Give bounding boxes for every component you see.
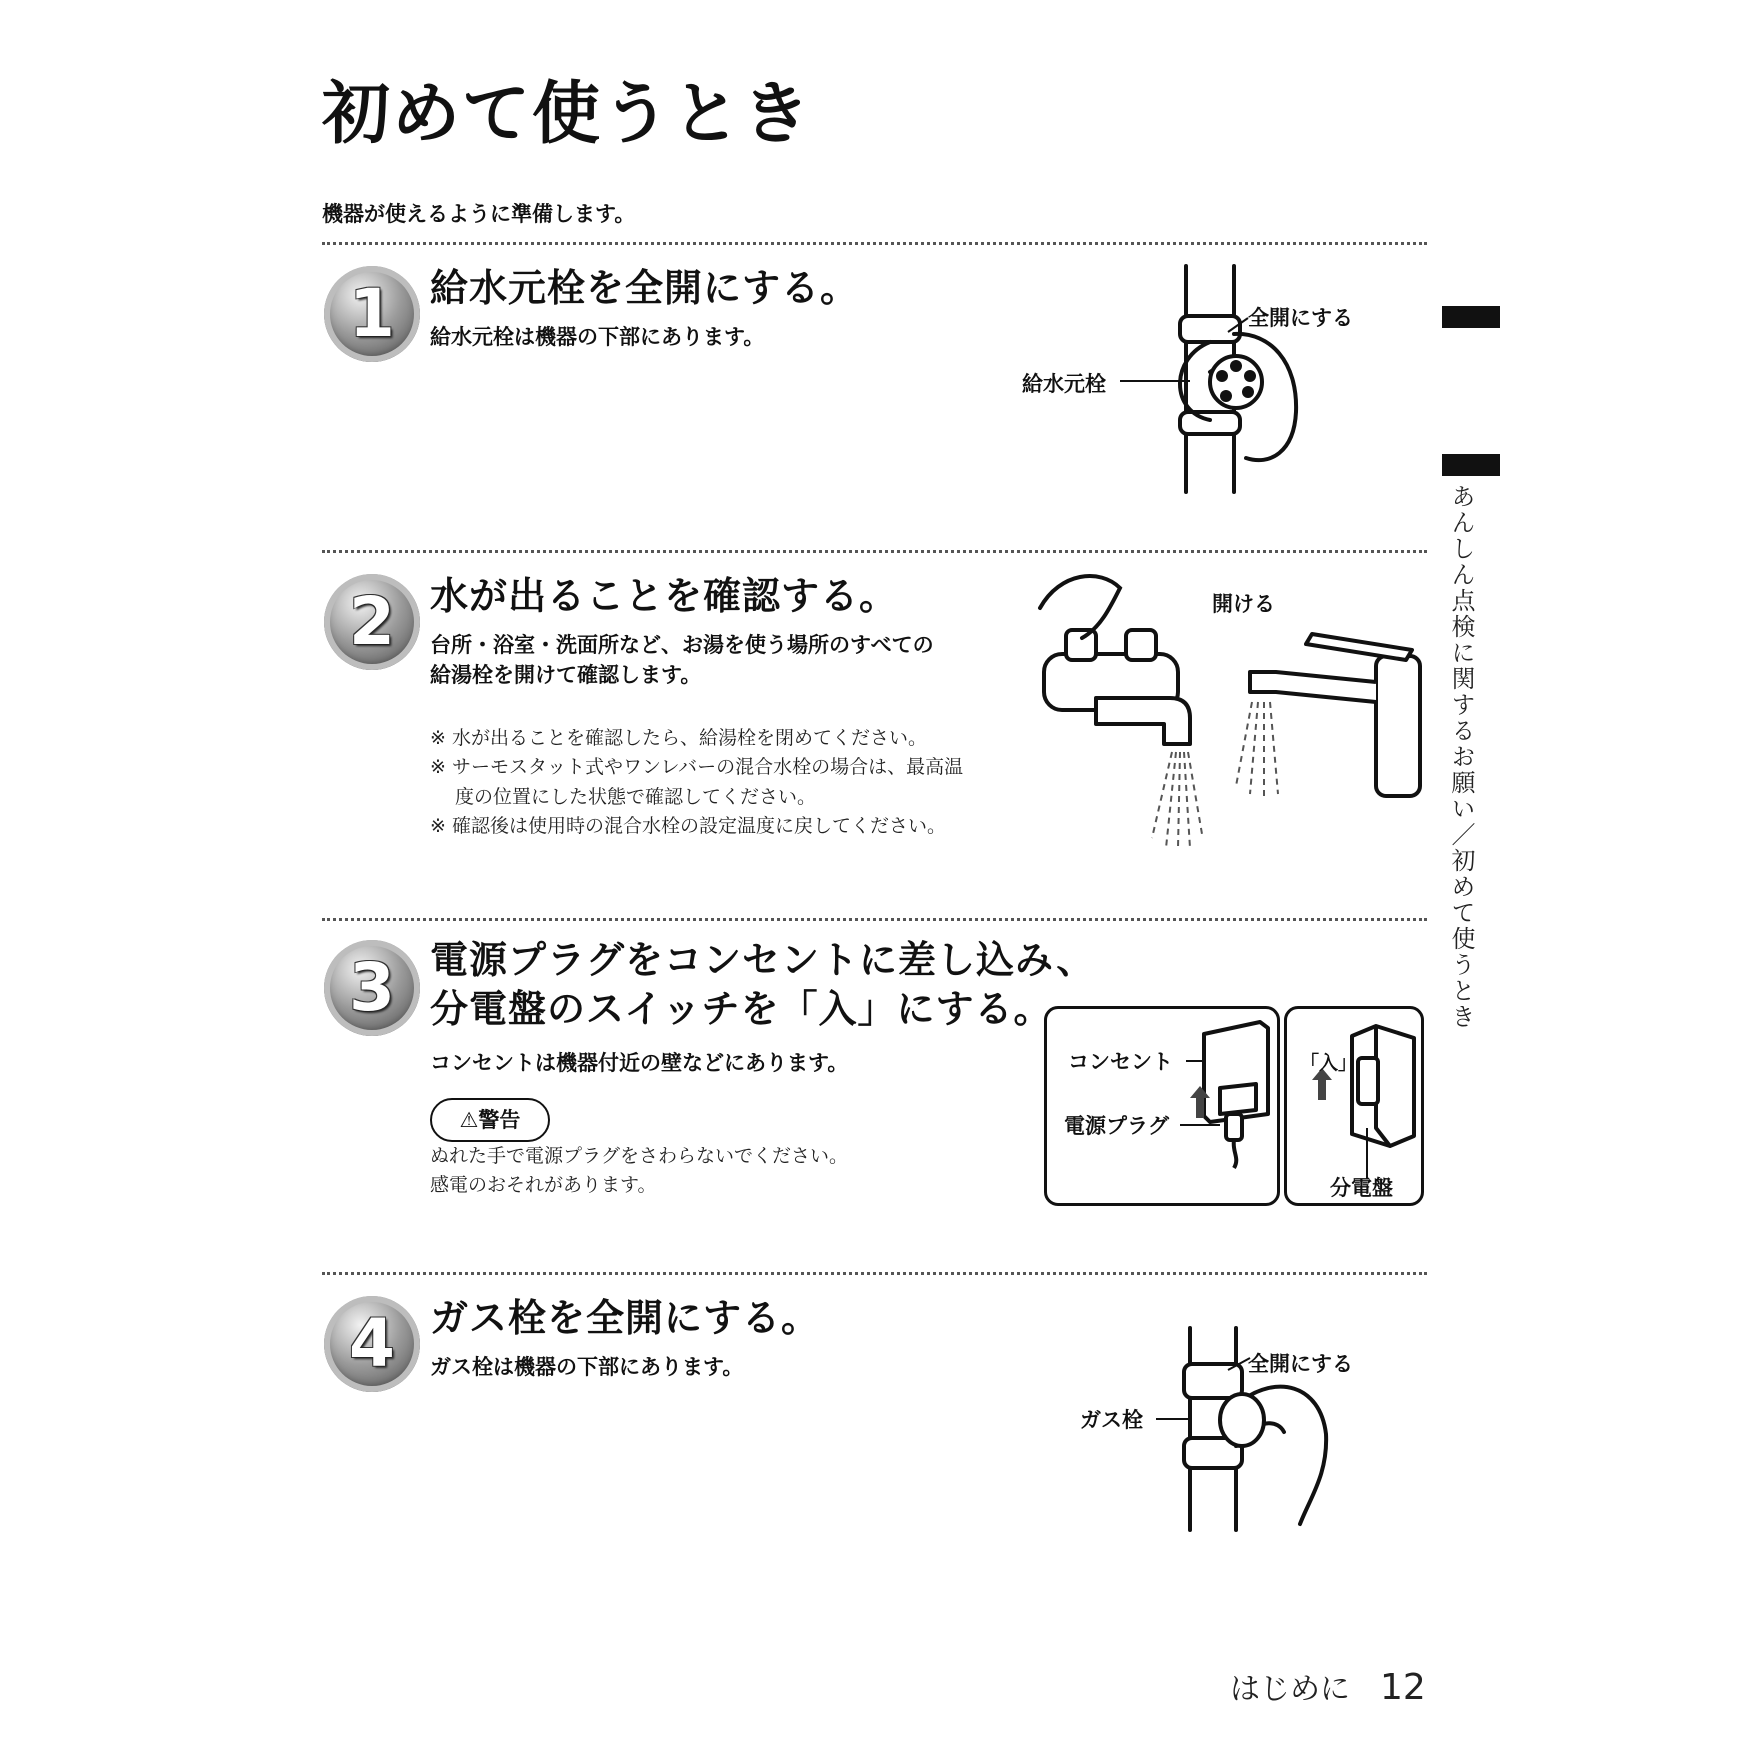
leader-line xyxy=(1364,1128,1370,1178)
step-4-desc: ガス栓は機器の下部にあります。 xyxy=(430,1355,744,1379)
intro-text: 機器が使えるように準備します。 xyxy=(322,202,636,226)
leader-line xyxy=(1228,314,1248,338)
side-section-text: あんしん点検に関するお願い／初めて使うとき xyxy=(1447,484,1475,1030)
divider xyxy=(322,1272,1427,1275)
step-4-valve-label: ガス栓 xyxy=(1080,1408,1143,1432)
tab-marker xyxy=(1442,306,1500,328)
leader-line xyxy=(1186,1058,1206,1064)
footer xyxy=(1230,1664,1426,1708)
step-3-desc: コンセントは機器付近の壁などにあります。 xyxy=(430,1051,849,1075)
tab-marker xyxy=(1442,454,1500,476)
on-switch-label: 「入」 xyxy=(1300,1052,1358,1074)
outlet-label: コンセント xyxy=(1068,1050,1173,1074)
leader-line xyxy=(1180,1122,1220,1128)
breaker-label: 分電盤 xyxy=(1330,1176,1393,1200)
step-4-badge: 4 xyxy=(324,1296,420,1392)
step-2-desc: 台所・浴室・洗面所など、お湯を使う場所のすべての 給湯栓を開けて確認します。 xyxy=(430,633,934,688)
step-1-open-label: 全開にする xyxy=(1248,306,1353,330)
leader-line xyxy=(1120,378,1190,384)
divider xyxy=(322,550,1427,553)
step-2-open-label: 開ける xyxy=(1212,592,1275,616)
footer-section: はじめに xyxy=(1230,1672,1350,1707)
divider xyxy=(322,918,1427,921)
warning-badge xyxy=(430,1098,550,1142)
leader-line xyxy=(1228,1354,1250,1374)
step-2-badge: 2 xyxy=(324,574,420,670)
lever-faucet-illustration xyxy=(1236,628,1436,808)
step-1-desc: 給水元栓は機器の下部にあります。 xyxy=(430,325,765,349)
leader-line xyxy=(1156,1416,1192,1422)
step-1-title: 給水元栓を全開にする。 xyxy=(430,266,860,310)
divider xyxy=(322,242,1427,245)
step-1-valve-label: 給水元栓 xyxy=(1022,372,1106,396)
step-4-title: ガス栓を全開にする。 xyxy=(430,1296,821,1340)
faucet-illustration xyxy=(1030,568,1200,858)
plug-label: 電源プラグ xyxy=(1064,1114,1169,1138)
warning-text: ぬれた手で電源プラグをさわらないでください。 感電のおそれがあります。 xyxy=(430,1145,849,1197)
step-2-notes: ※ 水が出ることを確認したら、給湯栓を閉めてください。 ※ サーモスタット式やワンレバーの混合水栓の場合は、最高温 度の位置にした状態で確認してください。 ※ 確認後は使用時の混合水栓の設定温度に戻してください。 xyxy=(430,727,964,838)
step-3-badge: 3 xyxy=(324,940,420,1036)
warning-triangle-icon: ⚠ xyxy=(459,1108,479,1132)
warning-label: 警告 xyxy=(478,1108,521,1132)
step-3-title: 電源プラグをコンセントに差し込み、 分電盤のスイッチを「入」にする。 xyxy=(430,938,1096,1032)
step-4-open-label: 全開にする xyxy=(1248,1352,1353,1376)
page-number: 12 xyxy=(1380,1667,1426,1708)
outlet-plug-illustration xyxy=(1170,1018,1280,1168)
step-1-badge: 1 xyxy=(324,266,420,362)
breaker-illustration xyxy=(1296,1018,1420,1148)
step-2-title: 水が出ることを確認する。 xyxy=(430,574,899,618)
page-title: 初めて使うとき xyxy=(322,75,813,154)
